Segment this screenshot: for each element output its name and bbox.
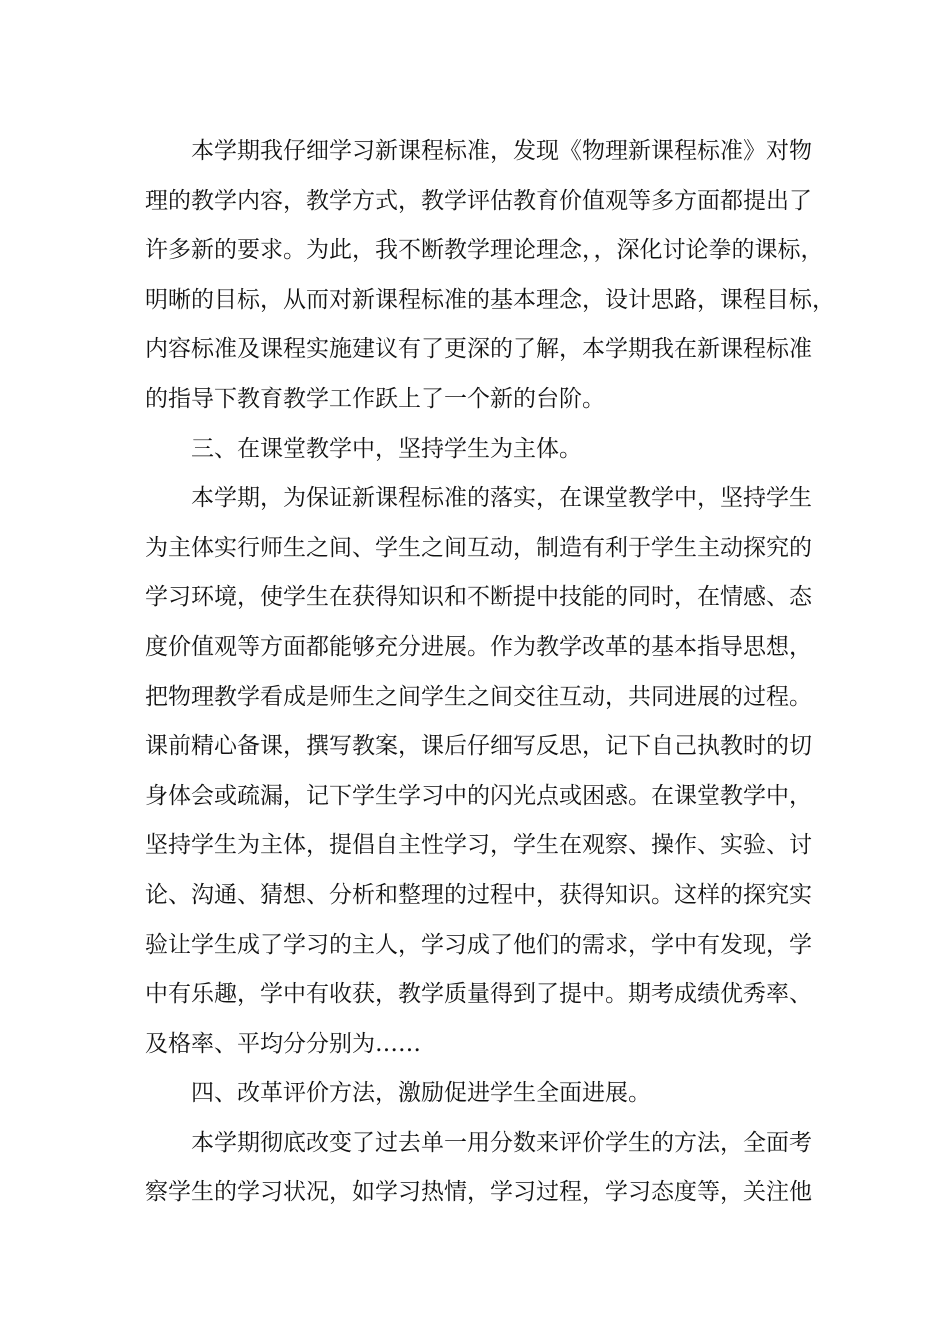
paragraph-line: 中有乐趣，学中有收获，教学质量得到了提中。期考成绩优秀率、 — [145, 981, 812, 1008]
paragraph-line: 验让学生成了学习的主人，学习成了他们的需求，学中有发现，学 — [145, 931, 812, 958]
paragraph-line: 度价值观等方面都能够充分进展。作为教学改革的基本指导思想， — [145, 633, 812, 660]
paragraph-line: 本学期我仔细学习新课程标准，发现《物理新课程标准》对物 — [191, 138, 812, 164]
paragraph-line: 的指导下教育教学工作跃上了一个新的台阶。 — [145, 385, 605, 412]
paragraph-line: 许多新的要求。为此，我不断教学理论理念，，深化讨论拳的课标， — [145, 237, 824, 264]
section-heading-3: 三、在课堂教学中，坚持学生为主体。 — [191, 435, 582, 462]
paragraph-line: 本学期彻底改变了过去单一用分数来评价学生的方法，全面考 — [191, 1129, 812, 1156]
paragraph-line: 学习环境，使学生在获得知识和不断提中技能的同时，在情感、态 — [145, 584, 812, 611]
paragraph-line: 明晰的目标，从而对新课程标准的基本理念，设计思路，课程目标， — [145, 286, 835, 313]
paragraph-line: 本学期，为保证新课程标准的落实，在课堂教学中，坚持学生 — [191, 485, 812, 512]
paragraph-line: 把物理教学看成是师生之间学生之间交往互动，共同进展的过程。 — [145, 683, 812, 710]
paragraph-line: 坚持学生为主体，提倡自主性学习，学生在观察、操作、实验、讨 — [145, 832, 812, 859]
paragraph-line: 论、沟通、猜想、分析和整理的过程中，获得知识。这样的探究实 — [145, 881, 812, 908]
paragraph-line: 及格率、平均分分别为…… — [145, 1030, 421, 1057]
paragraph-line: 为主体实行师生之间、学生之间互动，制造有利于学生主动探究的 — [145, 534, 812, 561]
paragraph-line: 理的教学内容，教学方式，教学评估教育价值观等多方面都提出了 — [145, 187, 812, 214]
section-heading-4: 四、改革评价方法，激励促进学生全面进展。 — [191, 1080, 651, 1107]
paragraph-line: 察学生的学习状况，如学习热情，学习过程，学习态度等，关注他 — [145, 1179, 812, 1206]
paragraph-line: 课前精心备课，撰写教案，课后仔细写反思，记下自己执教时的切 — [145, 733, 812, 760]
paragraph-line: 身体会或疏漏，记下学生学习中的闪光点或困惑。在课堂教学中， — [145, 782, 812, 809]
body-text — [145, 127, 835, 1218]
paragraph-line: 内容标准及课程实施建议有了更深的了解，本学期我在新课程标准 — [145, 336, 812, 363]
